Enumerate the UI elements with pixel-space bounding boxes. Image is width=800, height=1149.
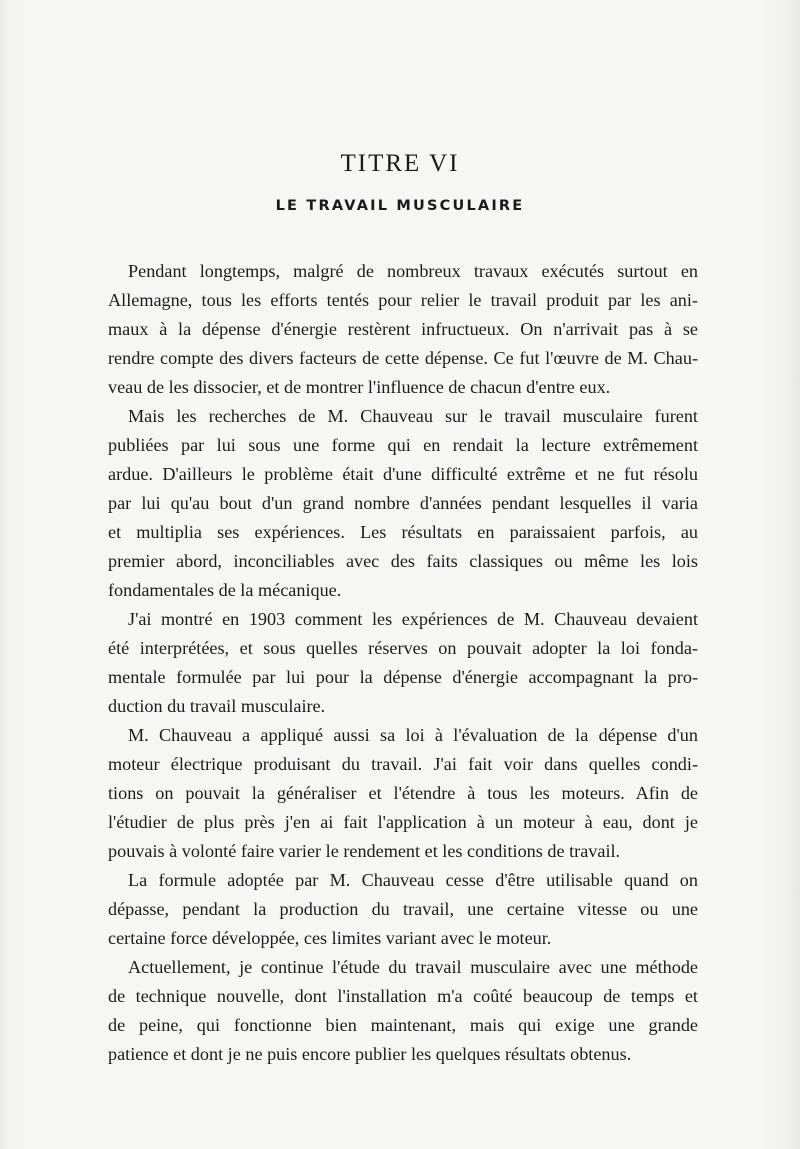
paragraph (108, 953, 698, 1069)
text-line: fondamentales de la mécanique. (108, 580, 342, 600)
text-line: l'étudier de plus près j'en ai fait l'application à un moteur à eau, dont je (108, 812, 698, 832)
body-text (108, 257, 698, 1069)
text-line: M. Chauveau a appliqué aussi sa loi à l'évaluation de la dépense d'un (128, 725, 698, 745)
paragraph (108, 866, 698, 953)
text-line: de peine, qui fonctionne bien maintenant, mais qui exige une grande (108, 1015, 698, 1035)
text-line: ardue. D'ailleurs le problème était d'une difficulté extrême et ne fut résolu (108, 464, 698, 484)
text-line: Pendant longtemps, malgré de nombreux travaux exécutés surtout en (128, 261, 698, 281)
text-line: maux à la dépense d'énergie restèrent infructueux. On n'arrivait pas à se (108, 319, 698, 339)
text-line: de technique nouvelle, dont l'installation m'a coûté beaucoup de temps et (108, 986, 698, 1006)
text-line: par lui qu'au bout d'un grand nombre d'années pendant lesquelles il varia (108, 493, 698, 513)
text-line: moteur électrique produisant du travail. J'ai fait voir dans quelles condi- (108, 754, 698, 774)
chapter-subtitle: LE TRAVAIL MUSCULAIRE (275, 198, 525, 214)
text-line: rendre compte des divers facteurs de cette dépense. Ce fut l'œuvre de M. Chau- (108, 348, 698, 368)
text-line: et multiplia ses expériences. Les résultats en paraissaient parfois, au (108, 522, 698, 542)
text-line: Mais les recherches de M. Chauveau sur le travail musculaire furent (128, 406, 698, 426)
text-line: dépasse, pendant la production du travail, une certaine vitesse ou une (108, 899, 698, 919)
paragraph (108, 257, 698, 402)
text-line: publiées par lui sous une forme qui en rendait la lecture extrêmement (108, 435, 698, 455)
text-line: mentale formulée par lui pour la dépense d'énergie accompagnant la pro- (108, 667, 698, 687)
text-line: premier abord, inconciliables avec des faits classiques ou même les lois (108, 551, 698, 571)
paragraph (108, 605, 698, 721)
chapter-title: TITRE VI (340, 150, 460, 177)
paragraph (108, 402, 698, 605)
text-line: J'ai montré en 1903 comment les expériences de M. Chauveau devaient (128, 609, 698, 629)
text-line: pouvais à volonté faire varier le rendement et les conditions de travail. (108, 841, 621, 861)
text-line: veau de les dissocier, et de montrer l'influence de chacun d'entre eux. (108, 377, 611, 397)
text-line: tions on pouvait la généraliser et l'étendre à tous les moteurs. Afin de (108, 783, 698, 803)
paragraph (108, 721, 698, 866)
text-line: Allemagne, tous les efforts tentés pour relier le travail produit par les ani- (108, 290, 698, 310)
text-line: patience et dont je ne puis encore publier les quelques résultats obtenus. (108, 1044, 632, 1064)
text-line: certaine force développée, ces limites variant avec le moteur. (108, 928, 552, 948)
text-line: duction du travail musculaire. (108, 696, 326, 716)
text-line: La formule adoptée par M. Chauveau cesse d'être utilisable quand on (128, 870, 698, 890)
text-line: Actuellement, je continue l'étude du travail musculaire avec une méthode (128, 957, 698, 977)
text-line: été interprétées, et sous quelles réserves on pouvait adopter la loi fonda- (108, 638, 698, 658)
